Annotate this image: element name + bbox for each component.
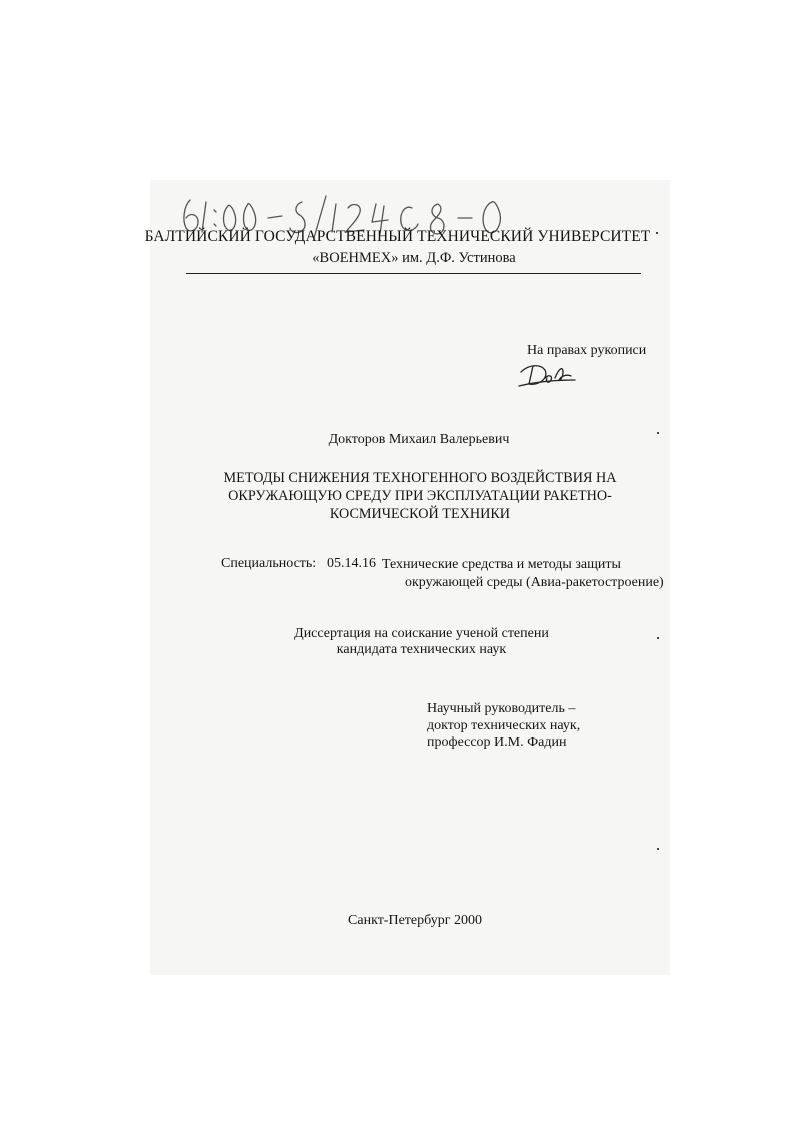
degree-line: кандидата технических наук: [336, 642, 507, 657]
scan-speck: [656, 232, 658, 234]
header-divider: [186, 273, 641, 274]
signature: [515, 358, 580, 390]
city-and-year: Санкт-Петербург 2000: [348, 913, 482, 928]
degree-statement: [260, 626, 583, 658]
specialty-code: 05.14.16: [327, 556, 376, 571]
manuscript-rights-label: На правах рукописи: [527, 343, 647, 358]
specialty-description-line: Технические средства и методы защиты: [382, 557, 621, 572]
university-subtitle: «ВОЕНМЕХ» им. Д.Ф. Устинова: [312, 250, 516, 266]
dissertation-title: [200, 469, 640, 523]
university-name: БАЛТИЙСКИЙ ГОСУДАРСТВЕННЫЙ ТЕХНИЧЕСКИЙ УНИВЕРСИТЕТ: [144, 228, 651, 245]
degree-line: Диссертация на соискание ученой степени: [294, 626, 549, 641]
title-line: КОСМИЧЕСКОЙ ТЕХНИКИ: [329, 506, 511, 522]
specialty-label: Специальность:: [221, 556, 317, 571]
advisor-line: Научный руководитель –: [427, 701, 576, 716]
scan-speck: [657, 637, 659, 639]
title-line: ОКРУЖАЮЩУЮ СРЕДУ ПРИ ЭКСПЛУАТАЦИИ РАКЕТНО-: [228, 488, 612, 504]
author-name: Докторов Михаил Валерьевич: [328, 432, 510, 447]
title-line: МЕТОДЫ СНИЖЕНИЯ ТЕХНОГЕННОГО ВОЗДЕЙСТВИЯ НА: [223, 470, 617, 486]
specialty-description-line: окружающей среды (Авиа-ракетостроение): [405, 575, 664, 590]
advisor-line: доктор технических наук,: [427, 718, 581, 733]
specialty-description: [382, 556, 664, 592]
advisor-line: профессор И.М. Фадин: [427, 735, 567, 750]
scan-speck: [657, 432, 659, 434]
scan-speck: [657, 848, 659, 850]
scientific-advisor: [427, 700, 580, 751]
